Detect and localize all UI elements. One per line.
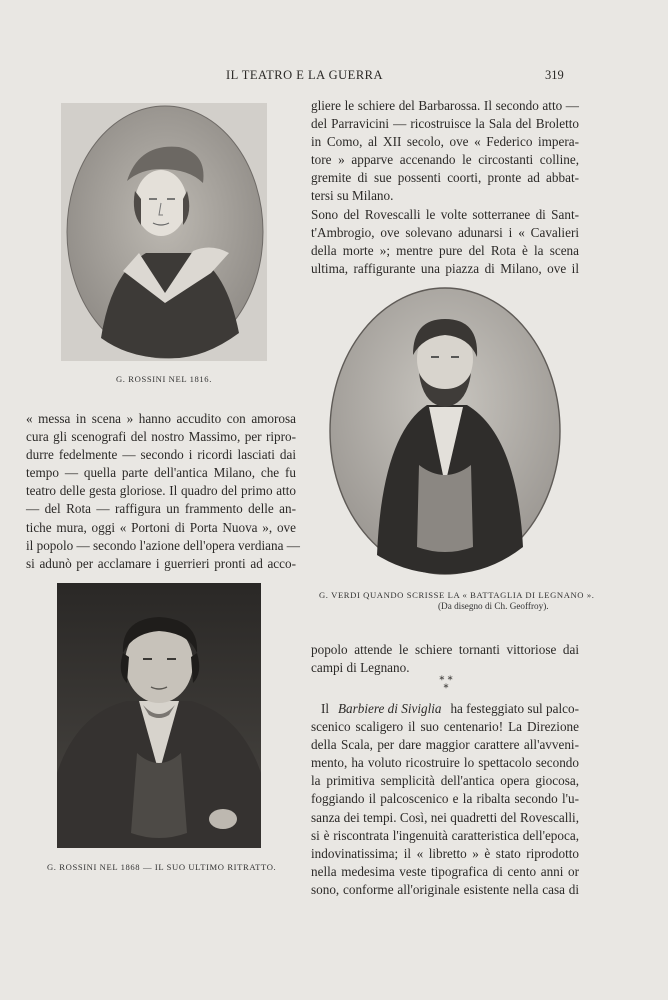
rossini-1868-portrait — [57, 583, 261, 848]
page-header — [0, 68, 668, 88]
rossini-1816-portrait — [61, 103, 267, 361]
text-line: della Scala, per dare maggior carattere all'avveni- — [311, 737, 579, 753]
text-line: gremite di sue possenti coorti, pronte ad abbat- — [311, 170, 579, 186]
text-prefix: Il — [321, 701, 330, 716]
running-title: IL TEATRO E LA GUERRA — [226, 68, 384, 82]
rossini-1868-caption: G. ROSSINI NEL 1868 — IL SUO ULTIMO RITRATTO. — [47, 862, 277, 872]
verdi-caption: G. VERDI QUANDO SCRISSE LA « BATTAGLIA DI LEGNANO ». — [319, 590, 595, 600]
text-line: tiche mura, oggi « Portoni di Porta Nuova », ove — [26, 519, 296, 535]
text-line: — del Rota — raffigura un frammento delle an- — [26, 501, 296, 517]
text-line: ultima, raffigurante una piazza di Milano, ove il — [311, 260, 579, 276]
text-right-top — [311, 97, 579, 278]
text-line: si adunò per acclamare i guerrieri pronti ad acco- — [26, 555, 296, 571]
text-line: sanza dei tempi. Così, nei quadretti del Rovescalli, — [311, 809, 579, 825]
opera-title: Barbiere di Siviglia — [337, 701, 442, 716]
text-line: t'Ambrogio, ove solevano adunarsi i « Cavalieri — [311, 224, 579, 240]
text-line: della morte »; mentre pure del Rota è la scena — [311, 242, 579, 258]
text-line: popolo attende le schiere tornanti vittoriose dai — [311, 642, 579, 657]
text-line: sono, conforme all'originale esistente nella casa di — [311, 881, 579, 897]
text-line: tersi su Milano. — [311, 188, 394, 204]
text-line: nella medesima veste tipografica di cento anni or — [311, 863, 579, 879]
text-line: il popolo — secondo l'azione dell'opera verdiana — — [26, 537, 300, 553]
text-line: in Como, al XII secolo, ove « Federico impera- — [311, 134, 579, 150]
page-number: 319 — [545, 68, 564, 82]
text-line: tempo — quella parte dell'antica Milano, che fu — [26, 465, 296, 481]
text-line: durre fedelmente — secondo i ricordi lasciati dai — [26, 447, 296, 463]
text-line: si è riscontrata l'ingenuità caratteristica dell'epoca, — [311, 827, 579, 843]
text-line: la primitiva semplicità dell'antica opera giocosa, — [311, 773, 579, 789]
text-line-first — [311, 700, 579, 718]
text-line: scenico scaligero il suo centenario! La Direzione — [311, 719, 579, 735]
text-right-bottom-b — [311, 700, 579, 899]
text-line: del Parravicini — ricostruisce la Sala del Broletto — [311, 116, 579, 132]
text-line: « messa in scena » hanno accudito con amorosa — [26, 411, 296, 426]
text-line: campi di Legnano. — [311, 660, 410, 676]
text-line: foggiando il palcoscenico e la ribalta secondo l'u- — [311, 791, 579, 807]
rossini-1816-caption: G. ROSSINI NEL 1816. — [116, 374, 212, 384]
text-line: teatro delle gesta gloriose. Il quadro del primo atto — [26, 483, 296, 499]
text-left-middle — [26, 410, 300, 573]
verdi-portrait — [327, 285, 563, 577]
text-line: Sono del Rovescalli le volte sotterranee di Sant- — [311, 206, 579, 222]
text-line: indovinatissima; il « libretto » è stato riprodotto — [311, 845, 579, 861]
text-line: cura gli scenografi del nostro Massimo, per ripro- — [26, 429, 296, 445]
text-line: mento, ha voluto ricostruire lo spettacolo secondo — [311, 755, 579, 771]
verdi-credit: (Da disegno di Ch. Geoffroy). — [438, 601, 549, 611]
asterism-divider: * * * — [439, 675, 453, 694]
text-line: tore » apparve accenando le circostanti colline, — [311, 152, 579, 168]
text-suffix: ha festeggiato sul palco- — [450, 701, 579, 716]
text-line: gliere le schiere del Barbarossa. Il secondo atto — — [311, 98, 579, 113]
text-right-bottom-a — [311, 641, 579, 677]
